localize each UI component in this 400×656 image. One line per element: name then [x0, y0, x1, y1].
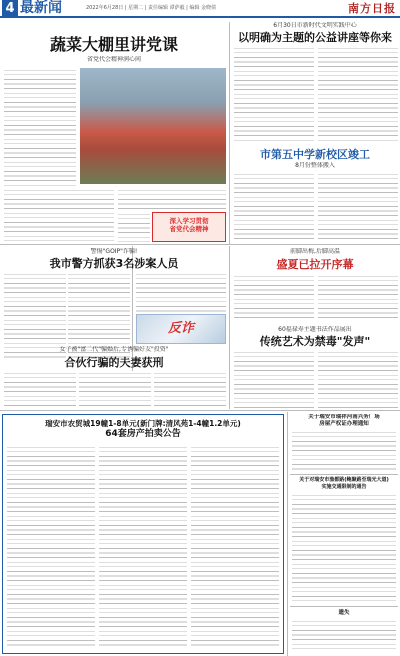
- article7-title: 传统艺术为禁毒"发声": [259, 335, 371, 348]
- article7-body: [234, 350, 314, 408]
- notice1-body: [292, 430, 396, 470]
- article2-body-2: [318, 46, 398, 144]
- page-header: [0, 0, 400, 18]
- article1-photo: [80, 68, 226, 184]
- section-title: 最新闻: [20, 0, 62, 16]
- article5-body-3: [136, 272, 226, 312]
- article5-title: 我市警方抓获3名涉案人员: [49, 257, 179, 270]
- article6-body-2: [79, 371, 151, 409]
- article3-body: [234, 172, 314, 242]
- article7-kicker: 60福禄寿主题书法作品展出: [278, 326, 352, 333]
- article3-subtitle: 8月份整体搬入: [295, 162, 335, 169]
- column-divider: [229, 246, 230, 409]
- notice1: [290, 414, 398, 472]
- auction-body-3: [191, 445, 279, 649]
- article4-title: 盛夏已拉开序幕: [276, 258, 354, 271]
- article7-body-2: [318, 350, 398, 408]
- article4-body: [234, 274, 314, 322]
- article2-kicker: 6月30日市新时代文明实践中心: [273, 22, 357, 29]
- article3-title: 市第五中学新校区竣工: [260, 148, 370, 161]
- notice3-label: 遗失: [338, 610, 350, 616]
- notice2: [290, 474, 398, 604]
- promo-line2: 省党代会精神: [169, 225, 209, 233]
- article1-subtitle: 省党代会精神润心间: [86, 56, 141, 63]
- auction-notice: [2, 414, 284, 654]
- notice2-title-2: 实施交通限制的通告: [321, 484, 367, 490]
- auction-title-2: 64套房产拍卖公告: [105, 429, 181, 439]
- article6-body-3: [154, 371, 226, 409]
- notice3: [290, 606, 398, 654]
- article1-title: 蔬菜大棚里讲党课: [49, 36, 178, 54]
- auction-body: [7, 445, 95, 649]
- article1-body-2: [4, 188, 114, 242]
- article3-body-2: [318, 172, 398, 242]
- notice1-title: 关于瑞安市瑞祥河南兴务厂场: [308, 414, 380, 420]
- article4-body-2: [318, 274, 398, 322]
- article6-kicker: 女子被"富二代"骗婚后,专诱骗好友"投资": [59, 346, 169, 353]
- promo-line1: 深入学习贯彻: [169, 217, 209, 225]
- article5-kicker: 警惕"GOIP"诈骗!: [90, 248, 138, 255]
- issue-meta: 2022年6月28日 | 星期二 | 责任编辑 谭萨毅 | 编辑 金晓倩: [86, 5, 217, 11]
- article6-title: 合伙行骗的夫妻获刑: [64, 356, 164, 369]
- column-divider: [229, 22, 230, 244]
- notice1-title-2: 房屋产权证办理通知: [319, 421, 369, 427]
- notice2-body: [292, 493, 396, 601]
- notice3-body: [292, 619, 396, 653]
- masthead-logo: 南方日报: [348, 2, 396, 15]
- article2-title: 以明确为主题的公益讲座等你来: [238, 31, 392, 44]
- article1-body-4: [118, 212, 150, 242]
- article1-body-3: [118, 188, 226, 210]
- article6-body: [4, 371, 76, 409]
- auction-body-2: [99, 445, 187, 649]
- promo-box: [152, 212, 226, 242]
- fraud-badge: [136, 314, 226, 344]
- article4-kicker: 前脚出梅,后脚高温: [290, 248, 340, 255]
- row-divider: [0, 244, 400, 245]
- column-divider: [287, 412, 288, 656]
- auction-title: 瑞安市农贸城19幢1-8单元(新门牌:清风苑1-4幢1.2单元): [45, 419, 241, 428]
- article1-body: [4, 68, 76, 186]
- row-divider: [0, 410, 400, 411]
- article2-body: [234, 46, 314, 144]
- fraud-badge-label: 反诈: [167, 321, 194, 336]
- page-number: 4: [2, 0, 18, 17]
- notice2-title: 关于对瑞安市渔都路(鲍聚路至瑞光大道): [299, 477, 389, 483]
